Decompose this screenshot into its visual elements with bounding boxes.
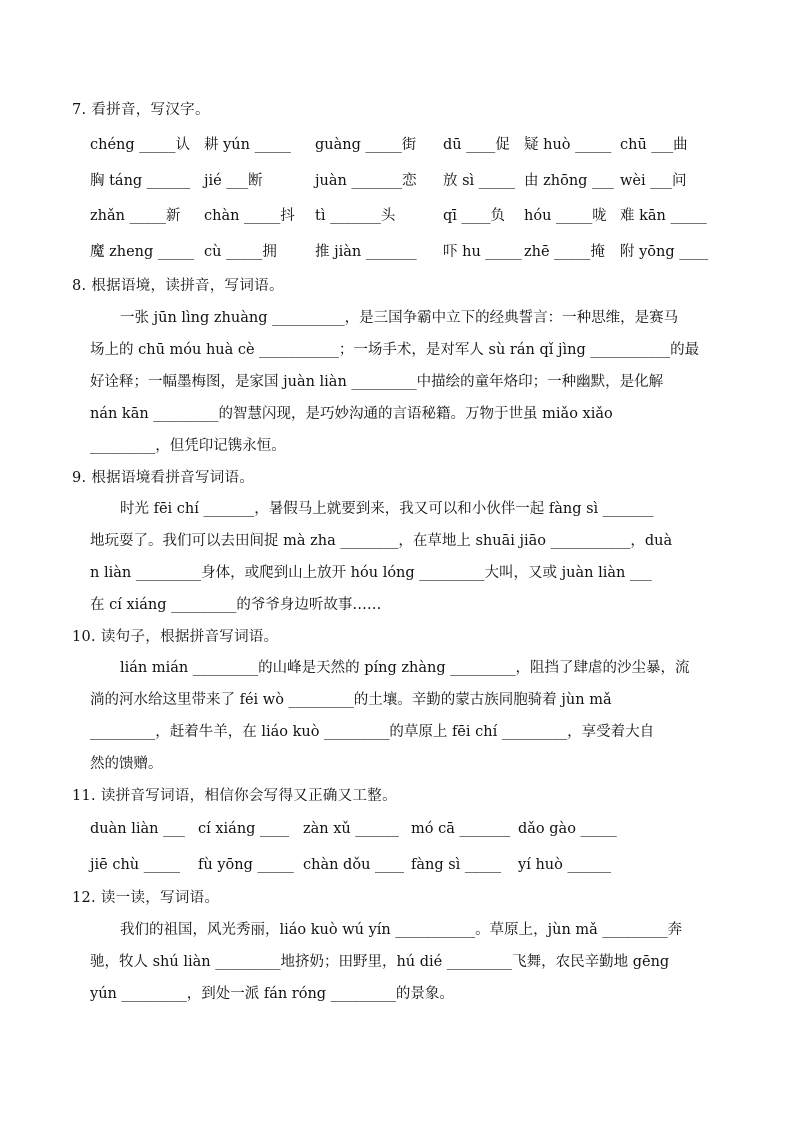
q7-item: 吓 hu _____ — [443, 244, 522, 260]
q7-item: 耕 yún _____ — [204, 137, 291, 153]
q7-item: 放 sì _____ — [443, 173, 516, 189]
q7-item: chū ___曲 — [620, 137, 688, 153]
q7-item: chàn _____抖 — [204, 208, 295, 224]
q7-item: cù _____拥 — [204, 244, 277, 260]
q11-item: mó cā _______ — [411, 821, 511, 837]
q7-item: 魔 zheng _____ — [90, 244, 195, 260]
q7-item: qī ____负 — [443, 208, 506, 224]
q11-item: fù yōng _____ — [198, 857, 294, 873]
q7-item: guàng _____街 — [315, 137, 417, 153]
q11-item: chàn dǒu ____ — [303, 857, 405, 873]
q7-item: hóu _____咙 — [524, 208, 607, 224]
q7-item: 疑 huò _____ — [524, 137, 612, 153]
q11-item: cí xiáng ____ — [198, 821, 290, 837]
q7-item: wèi ___问 — [620, 173, 687, 189]
q7-item: juàn _______恋 — [315, 173, 417, 189]
q11-item: fàng sì _____ — [411, 857, 502, 873]
q11-item: jiē chù _____ — [90, 857, 180, 873]
q11-item: yí huò ______ — [518, 857, 611, 873]
worksheet-page: 7. 看拼音，写汉字。 chéng _____认 耕 yún _____ guàng _____街 dū ____促 疑 huò _____ chū ___曲 胸 táng ______ jié ___断 juàn _______恋 放 sì _____ 由 zhōng ___ wèi ___问 zhǎn _____新 chàn _____抖 tì _______头 qī ____负 hóu _____咙 难 kān _____ 魔 zheng _____ cù _____拥 推 jiàn _______ 吓 hu _____ zhē _____掩 附 yōng ____ 8. 根据语境，读拼音，写词语。 一张 jūn lìng zhuàng __________，是三国争霸中立下的经典誓言：一种思维，是赛马 场上的 chū móu huà cè ___________；一场手术，是对军人 sù rán qǐ jìng ___________的最 好诠释；一幅墨梅图，是家国 juàn liàn _________中描绘的童年烙印；一种幽默，是化解 nán kān _________的智慧闪现，是巧妙沟通的言语秘籍。万物于世虽 miǎo xiǎo _________，但凭印记镌永恒。 9. 根据语境看拼音写词语。 时光 fēi chí _______，暑假马上就要到来，我又可以和小伙伴一起 fàng sì _______ 地玩耍了。我们可以去田间捉 mà zha ________，在草地上 shuāi jiāo ___________，duà n liàn _________身体，或爬到山上放开 hóu lóng _________大叫，又或 juàn liàn ___ 在 cí xiáng _________的爷爷身边听故事…… 10. 读句子，根据拼音写词语。 lián mián _________的山峰是天然的 píng zhàng _________，阻挡了肆虐的沙尘暴，流 淌的河水给这里带来了 féi wò _________的土壤。辛勤的蒙古族同胞骑着 jùn mǎ _________，赶着牛羊，在 liáo kuò _________的草原上 fēi chí _________，享受着大自 然的馈赠。 11. 读拼音写词语，相信你会写得又正确又工整。 duàn liàn ___ cí xiáng ____ zàn xǔ ______ mó cā _______ dǎo gào _____ jiē chù _____ fù yōng _____ chàn dǒu ____ fàng sì _____ yí huò ______ 12. 读一读，写词语。 我们的祖国，风光秀丽，liáo kuò wú yín ___________。草原上，jùn mǎ _________奔 驰，牧人 shú liàn _________地挤奶；田野里，hú dié _________飞舞，农民辛勤地 gēng yún _________，到处一派 fán róng _________的景象。 — [72, 102, 709, 1002]
q7-item: 推 jiàn _______ — [315, 244, 417, 260]
q7-item: zhǎn _____新 — [90, 208, 181, 224]
q7-item: tì _______头 — [315, 208, 396, 224]
q7-item: dū ____促 — [443, 137, 510, 153]
q7-item: 难 kān _____ — [620, 208, 707, 224]
q7-item: 附 yōng ____ — [620, 244, 709, 260]
q7-item: 由 zhōng ___ — [524, 173, 614, 189]
q7-item: chéng _____认 — [90, 137, 191, 153]
q7-item: zhē _____掩 — [524, 244, 605, 260]
q11-item: duàn liàn ___ — [90, 821, 185, 837]
q7-item: jié ___断 — [204, 173, 263, 189]
q11-item: dǎo gào _____ — [518, 821, 617, 837]
q7-item: 胸 táng ______ — [90, 173, 191, 189]
q11-item: zàn xǔ ______ — [303, 821, 399, 837]
